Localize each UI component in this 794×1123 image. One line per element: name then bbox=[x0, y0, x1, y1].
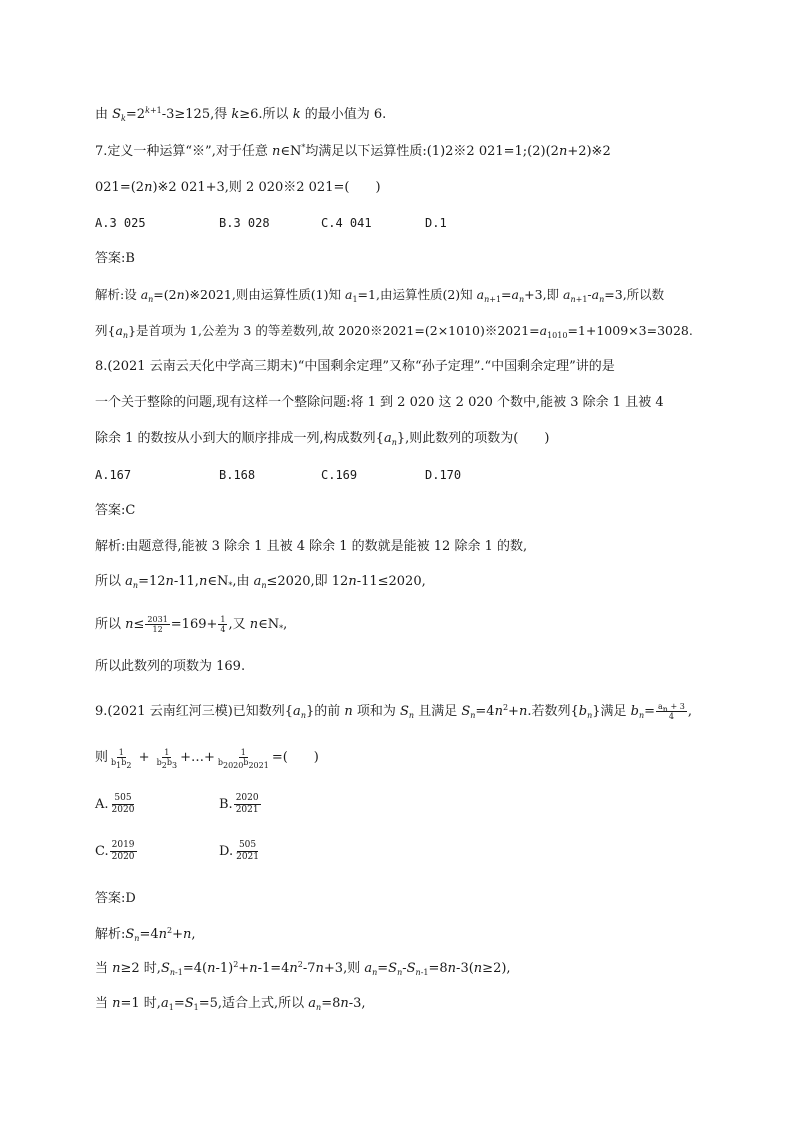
q7-option-d: D.1 bbox=[425, 216, 447, 230]
q7-option-c: C.4 041 bbox=[321, 216, 372, 230]
q9-option-d: D. $\frac{505}{2021}$ bbox=[219, 840, 259, 862]
q8-stem-line3: 除余 1 的数按从小到大的顺序排成一列,构成数列$\{a_n\}$,则此数列的项数为( ) bbox=[95, 431, 550, 447]
fraction-2031-12: $\frac{2031}{12}$ bbox=[147, 615, 168, 634]
q9-analysis-line3: 当 n=1 时$,a_1=S_1=5$,适合上式,所以 $a_n=8n-3$, bbox=[95, 996, 366, 1012]
q8-options bbox=[95, 466, 595, 484]
q9-analysis-line2: 当 n≥2 时$,S_{n-1}=4(n-1)^2+n-1=4n^2-7n+3$,则 $a_n=S_n-S_{n-1}=8n-3(n\ge 2)$, bbox=[95, 960, 511, 977]
q7-option-a: A.3 025 bbox=[95, 216, 146, 230]
q9-option-c: C. $\frac{2019}{2020}$ bbox=[95, 840, 135, 862]
q9-stem-line2: 则 $\frac{1}{b_1b_2}$ + $\frac{1}{b_2b_3}$ +…+ $\frac{1}{b_{2020}b_{2021}}$ =( ) bbox=[95, 748, 319, 770]
q8-option-a: A.167 bbox=[95, 468, 132, 482]
q8-answer: 答案:C bbox=[95, 503, 136, 518]
fraction-1-b2b3: $\frac{1}{b_2b_3}$ bbox=[156, 748, 178, 770]
q7-option-b: B.3 028 bbox=[219, 216, 270, 230]
fraction-505-2020: $\frac{505}{2020}$ bbox=[111, 793, 135, 815]
q9-analysis-line1: 解析$:S_n=4n^2+n$, bbox=[95, 926, 196, 943]
q8-analysis-line3: 所以 n≤ $\frac{2031}{12}$ =169+ $\frac{1}{4}$ ,又 $n\in N_*$, bbox=[95, 615, 288, 634]
fraction-505-2021: $\frac{505}{2021}$ bbox=[236, 840, 259, 862]
q9-stem-line1: 9.(2021 云南红河三模)已知数列$\{a_n\}$的前 n 项和为 $S_n$ 且满足 $S_n=4n^2+n$.若数列$\{b_n\}$满足 $b_n=$ $\frac{a_n + 3}{4}$ , bbox=[95, 702, 692, 721]
q8-option-d: D.170 bbox=[425, 468, 462, 482]
fraction-2020-2021: $\frac{2020}{2021}$ bbox=[235, 793, 259, 815]
q7-stem-line2: 021=(2n)※2 021+3,则 2 020※2 021=( ) bbox=[95, 180, 381, 195]
q8-analysis-line2: 所以 $a_n=12n-11,n\in N_*$,由 $a_n\le 2020$,即 12n-11≤2020, bbox=[95, 574, 426, 590]
fraction-an-plus-3-over-4: $\frac{a_n + 3}{4}$ bbox=[658, 702, 685, 721]
q7-analysis-line1: 解析:设 $a_n=(2n)※2021$,则由运算性质(1)知 $a_1=1$,由运算性质(2)知 $a_{n+1}=a_n+3$,即 $a_{n+1}-a_n=3$,所以数 bbox=[95, 287, 665, 304]
q8-analysis-line1: 解析:由题意得,能被 3 除余 1 且被 4 除余 1 的数就是能被 12 除余 1 的数, bbox=[95, 539, 528, 554]
q7-analysis-line2: 列$\{a_n\}$是首项为 1,公差为 3 的等差数列,故 $2020※2021=(2\times 1010)※2021=a_{1010}=1+1009\times 3=3028$. bbox=[95, 323, 693, 340]
q9-option-b: B. $\frac{2020}{2021}$ bbox=[219, 793, 259, 815]
q7-stem-line1: 7.定义一种运算“※”,对于任意 n∈N*均满足以下运算性质:(1)2※2 021=1;(2)(2n+2)※2 bbox=[95, 143, 611, 159]
q9-options-row1 bbox=[95, 793, 595, 823]
q8-stem-line1: 8.(2021 云南云天化中学高三期末)“中国剩余定理”又称“孙子定理”.“中国剩余定理”讲的是 bbox=[95, 359, 615, 374]
fraction-1-4: $\frac{1}{4}$ bbox=[220, 615, 226, 634]
q9-option-a: A. $\frac{505}{2020}$ bbox=[95, 793, 135, 815]
fraction-2019-2020: $\frac{2019}{2020}$ bbox=[111, 840, 135, 862]
fraction-1-b1b2: $\frac{1}{b_1b_2}$ bbox=[111, 748, 132, 770]
prev-solution-end: 由 $S_k=2^{k+1}-3\ge 125$,得 k≥6.所以 k 的最小值为 6. bbox=[95, 106, 387, 123]
q7-options bbox=[95, 214, 595, 232]
q9-answer: 答案:D bbox=[95, 891, 136, 906]
q8-analysis-line4: 所以此数列的项数为 169. bbox=[95, 659, 246, 674]
q9-options-row2 bbox=[95, 840, 595, 870]
q7-answer: 答案:B bbox=[95, 251, 135, 266]
q8-option-c: C.169 bbox=[321, 468, 358, 482]
q8-option-b: B.168 bbox=[219, 468, 256, 482]
q8-stem-line2: 一个关于整除的问题,现有这样一个整除问题:将 1 到 2 020 这 2 020 个数中,能被 3 除余 1 且被 4 bbox=[95, 395, 664, 410]
fraction-1-b2020b2021: $\frac{1}{b_{2020}b_{2021}}$ bbox=[217, 748, 269, 770]
